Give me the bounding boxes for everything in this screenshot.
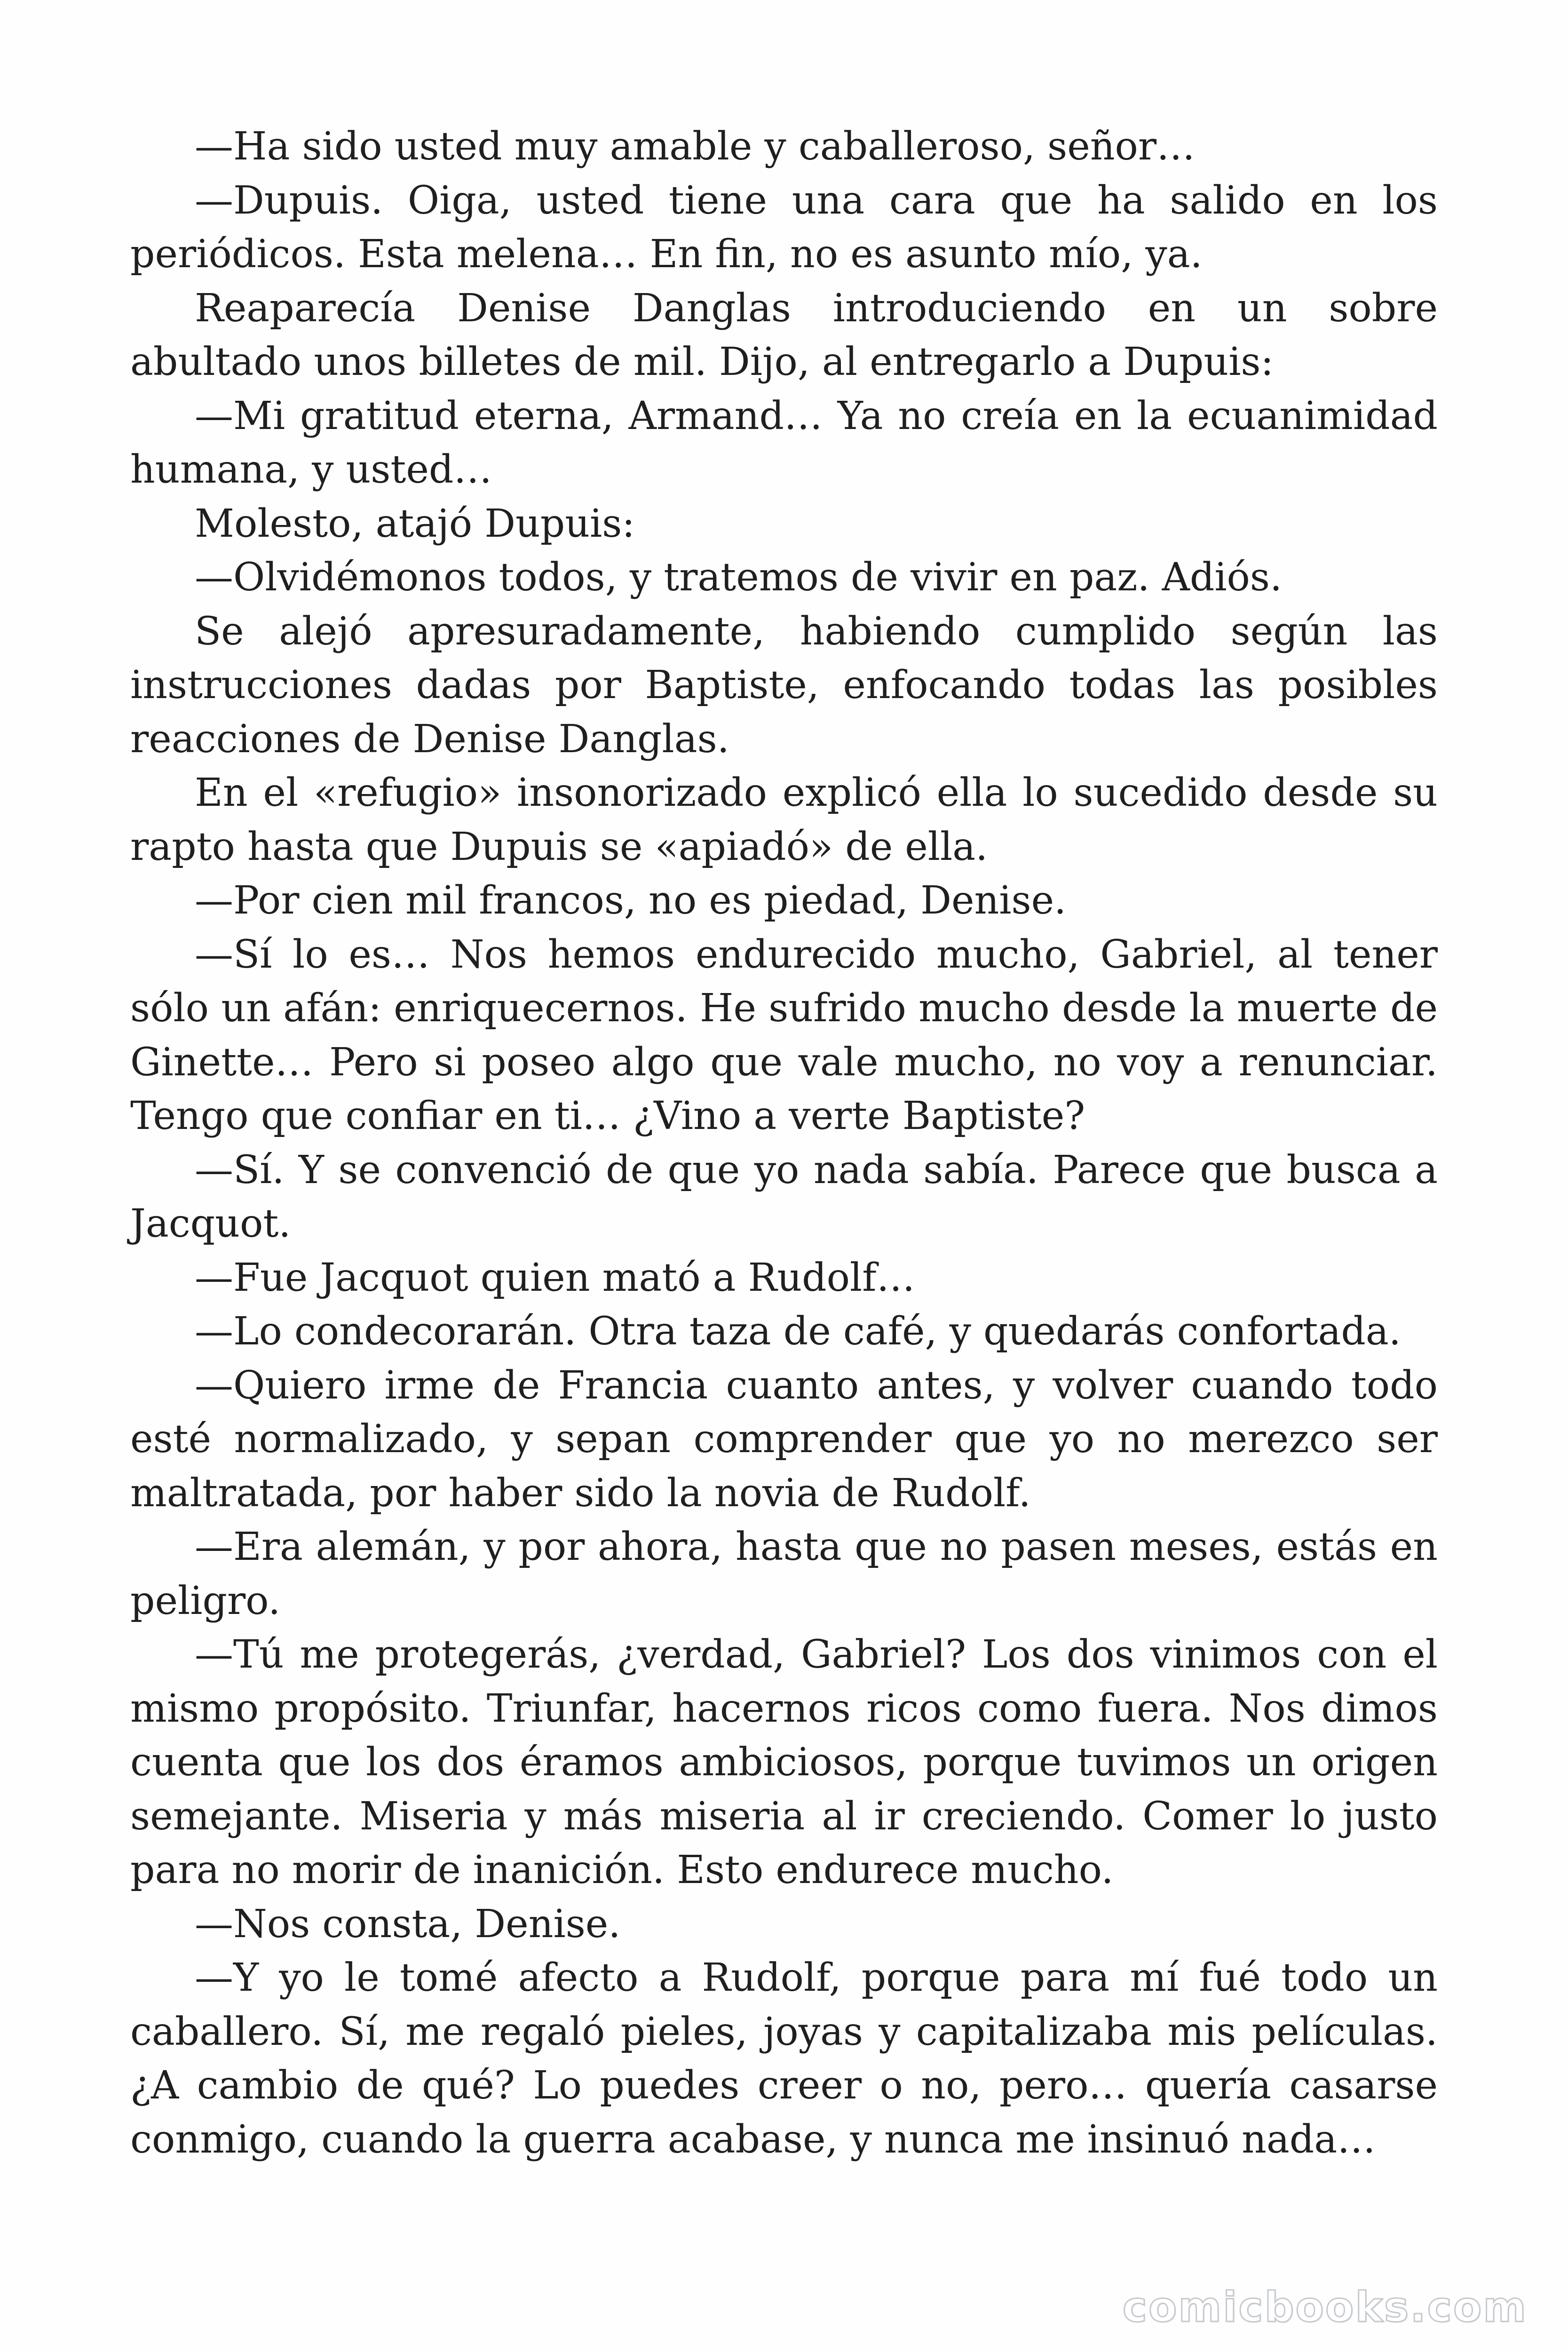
paragraph-7: Se alejó apresuradamente, habiendo cumplido según las instrucciones dadas por Baptiste, enfocando todas las posibles reacciones de Denise Danglas. <box>130 609 1438 762</box>
paragraph-18: —Y yo le tomé afecto a Rudolf, porque para mí fué todo un caballero. Sí, me regaló pieles, joyas y capitalizaba mis películas. ¿A cambio de qué? Lo puedes creer o no, pero… quería casarse conmigo, cuando la guerra acabase, y nunca me insinuó nada… <box>130 1955 1438 2162</box>
paragraph-4: —Mi gratitud eterna, Armand… Ya no creía en la ecuanimidad humana, y usted… <box>130 393 1438 492</box>
paragraph-11: —Sí. Y se convenció de que yo nada sabía. Parece que busca a Jacquot. <box>130 1147 1438 1246</box>
paragraph-15: —Era alemán, y por ahora, hasta que no pasen meses, estás en peligro. <box>130 1525 1438 1623</box>
paragraph-16: —Tú me protegerás, ¿verdad, Gabriel? Los dos vinimos con el mismo propósito. Triunfar, hacernos ricos como fuera. Nos dimos cuenta que los dos éramos ambiciosos, porque tuvimos un origen semejante. Miseria y más miseria al ir creciendo. Comer lo justo para no morir de inanición. Esto endurece mucho. <box>130 1632 1438 1892</box>
paragraph-8: En el «refugio» insonorizado explicó ella lo sucedido desde su rapto hasta que Dupuis se «apiadó» de ella. <box>130 771 1438 869</box>
paragraph-10: —Sí lo es… Nos hemos endurecido mucho, Gabriel, al tener sólo un afán: enriquecernos. He sufrido mucho desde la muerte de Ginette… Pero si poseo algo que vale mucho, no voy a renunciar. Tengo que confiar en ti… ¿Vino a verte Baptiste? <box>130 932 1438 1138</box>
paragraph-2: —Dupuis. Oiga, usted tiene una cara que ha salido en los periódicos. Esta melena… En fin, no es asunto mío, ya. <box>130 178 1438 277</box>
paragraph-9: —Por cien mil francos, no es piedad, Denise. <box>195 878 1067 923</box>
paragraph-5: Molesto, atajó Dupuis: <box>195 501 635 546</box>
watermark: comicbooks.com <box>1122 2283 1528 2331</box>
paragraph-14: —Quiero irme de Francia cuanto antes, y volver cuando todo esté normalizado, y sepan comprender que yo no merezco ser maltratada, por haber sido la novia de Rudolf. <box>130 1363 1438 1516</box>
paragraph-6: —Olvidémonos todos, y tratemos de vivir en paz. Adiós. <box>195 555 1283 600</box>
paragraph-17: —Nos consta, Denise. <box>195 1901 621 1947</box>
paragraph-12: —Fue Jacquot quien mató a Rudolf… <box>195 1255 915 1300</box>
page-text <box>130 120 1438 2167</box>
paragraph-13: —Lo condecorarán. Otra taza de café, y quedarás confortada. <box>195 1309 1401 1354</box>
paragraph-1: —Ha sido usted muy amable y caballeroso, señor… <box>195 124 1196 169</box>
paragraph-3: Reaparecía Denise Danglas introduciendo en un sobre abultado unos billetes de mil. Dijo, al entregarlo a Dupuis: <box>130 286 1438 384</box>
